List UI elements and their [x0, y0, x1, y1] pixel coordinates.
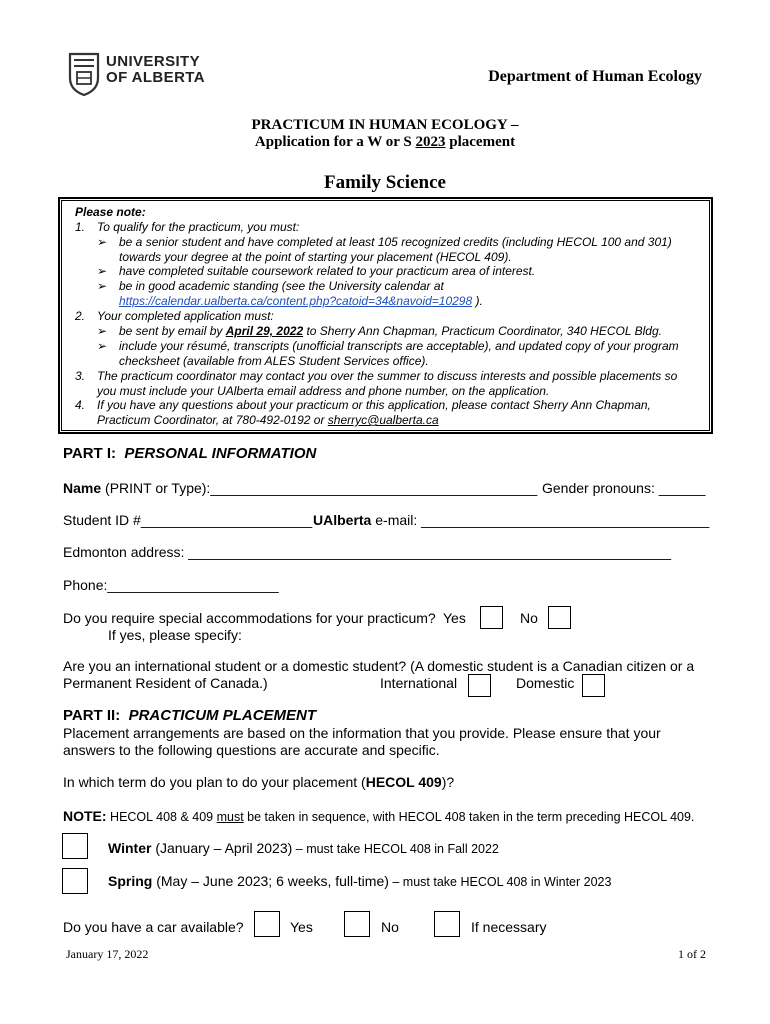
accommodations-no-checkbox[interactable] [548, 606, 571, 629]
note-item-3-cont: you must include your UAlberta email address and phone number, on the application. [97, 384, 550, 398]
student-id-field[interactable]: Student ID #______________________ [63, 512, 313, 528]
note-number-2: 2. [75, 309, 86, 323]
domestic-checkbox[interactable] [582, 674, 605, 697]
sequence-note: NOTE: HECOL 408 & 409 must be taken in sequence, with HECOL 408 taken in the term preceding HECOL 409. [63, 808, 695, 824]
note-heading: Please note: [75, 205, 146, 219]
winter-term-checkbox[interactable] [62, 833, 88, 859]
note-item-4: If you have any questions about your practicum or this application, please contact Sherry Ann Chapman, [97, 398, 651, 412]
accommodations-yes-label: Yes [443, 610, 466, 626]
deadline-date: April 29, 2022 [225, 324, 304, 338]
note-bullet-documents: include your résumé, transcripts (unofficial transcripts are acceptable), and updated copy of your program [119, 339, 679, 353]
car-no-label: No [381, 919, 399, 935]
document-title: PRACTICUM IN HUMAN ECOLOGY – [251, 117, 519, 133]
document-subtitle: Application for a W or S 2023 placement [254, 134, 516, 150]
note-bullet-credits-cont: towards your degree at the point of starting your placement (HECOL 409). [119, 250, 512, 264]
note-item-1: To qualify for the practicum, you must: [97, 220, 300, 234]
international-label: International [380, 675, 458, 691]
department-name: Department of Human Ecology [488, 68, 702, 85]
program-title: Family Science [324, 172, 446, 193]
accommodations-specify: If yes, please specify: [108, 627, 242, 643]
winter-term-option: Winter (January – April 2023) – must take HECOL 408 in Fall 2022 [108, 840, 499, 856]
placement-intro: Placement arrangements are based on the information that you provide. Please ensure that your [63, 725, 661, 741]
car-no-checkbox[interactable] [344, 911, 370, 937]
name-field[interactable]: Name (PRINT or Type):__________________________________________ [63, 480, 538, 496]
note-bullet-coursework: have completed suitable coursework related to your practicum area of interest. [119, 264, 536, 278]
arrow-bullet-icon: ➢ [97, 264, 108, 278]
note-bullet-standing: be in good academic standing (see the University calendar at [119, 279, 444, 293]
car-if-necessary-label: If necessary [471, 919, 547, 935]
car-if-necessary-checkbox[interactable] [434, 911, 460, 937]
accommodations-question: Do you require special accommodations for your practicum? [63, 610, 436, 626]
car-yes-checkbox[interactable] [254, 911, 280, 937]
gender-pronouns-field[interactable]: Gender pronouns: ______ [542, 480, 706, 496]
accommodations-yes-checkbox[interactable] [480, 606, 503, 629]
arrow-bullet-icon: ➢ [97, 324, 108, 338]
calendar-link-line: https://calendar.ualberta.ca/content.php?catoid=34&navoid=10298 ). [119, 294, 483, 308]
page-number: 1 of 2 [678, 947, 706, 961]
part2-heading: PART II: PRACTICUM PLACEMENT [63, 707, 317, 724]
spring-term-option: Spring (May – June 2023; 6 weeks, full-time) – must take HECOL 408 in Winter 2023 [108, 873, 612, 889]
note-bullet-credits: be a senior student and have completed at least 105 recognized credits (including HECOL 100 and 301) [119, 235, 672, 249]
student-status-question: Are you an international student or a domestic student? (A domestic student is a Canadian citizen or a [63, 658, 695, 674]
student-status-question-cont: Permanent Resident of Canada.) [63, 675, 268, 691]
part1-heading: PART I: PERSONAL INFORMATION [63, 445, 317, 462]
note-item-3: The practicum coordinator may contact you over the summer to discuss interests and possible placements so [97, 369, 678, 383]
ualberta-email-field[interactable]: UAlberta e-mail: _____________________________________ [313, 512, 710, 528]
international-checkbox[interactable] [468, 674, 491, 697]
placement-intro-cont: answers to the following questions are accurate and specific. [63, 742, 440, 758]
edmonton-address-field[interactable]: Edmonton address: ______________________________________________________________ [63, 544, 672, 560]
note-number-4: 4. [75, 398, 86, 412]
placement-year: 2023 [415, 134, 446, 150]
arrow-bullet-icon: ➢ [97, 279, 108, 293]
note-bullet-deadline: be sent by email by April 29, 2022 to Sherry Ann Chapman, Practicum Coordinator, 340 HECOL Bldg. [119, 324, 662, 338]
arrow-bullet-icon: ➢ [97, 235, 108, 249]
calendar-link[interactable]: https://calendar.ualberta.ca/content.php?catoid=34&navoid=10298 [119, 294, 473, 308]
domestic-label: Domestic [516, 675, 575, 691]
arrow-bullet-icon: ➢ [97, 339, 108, 353]
university-logo-text: UNIVERSITY OF ALBERTA [106, 53, 205, 86]
spring-term-checkbox[interactable] [62, 868, 88, 894]
coordinator-email-link[interactable]: sherryc@ualberta.ca [327, 413, 439, 427]
note-item-2: Your completed application must: [97, 309, 274, 323]
note-number-3: 3. [75, 369, 86, 383]
term-question: In which term do you plan to do your placement (HECOL 409)? [63, 774, 455, 790]
note-bullet-documents-cont: checksheet (available from ALES Student Services office). [119, 354, 429, 368]
car-yes-label: Yes [290, 919, 313, 935]
note-number-1: 1. [75, 220, 86, 234]
car-question: Do you have a car available? [63, 919, 244, 935]
note-item-4-cont: Practicum Coordinator, at 780-492-0192 or sherryc@ualberta.ca [97, 413, 439, 427]
footer-date: January 17, 2022 [66, 947, 149, 961]
accommodations-no-label: No [520, 610, 538, 626]
phone-field[interactable]: Phone:______________________ [63, 577, 279, 593]
